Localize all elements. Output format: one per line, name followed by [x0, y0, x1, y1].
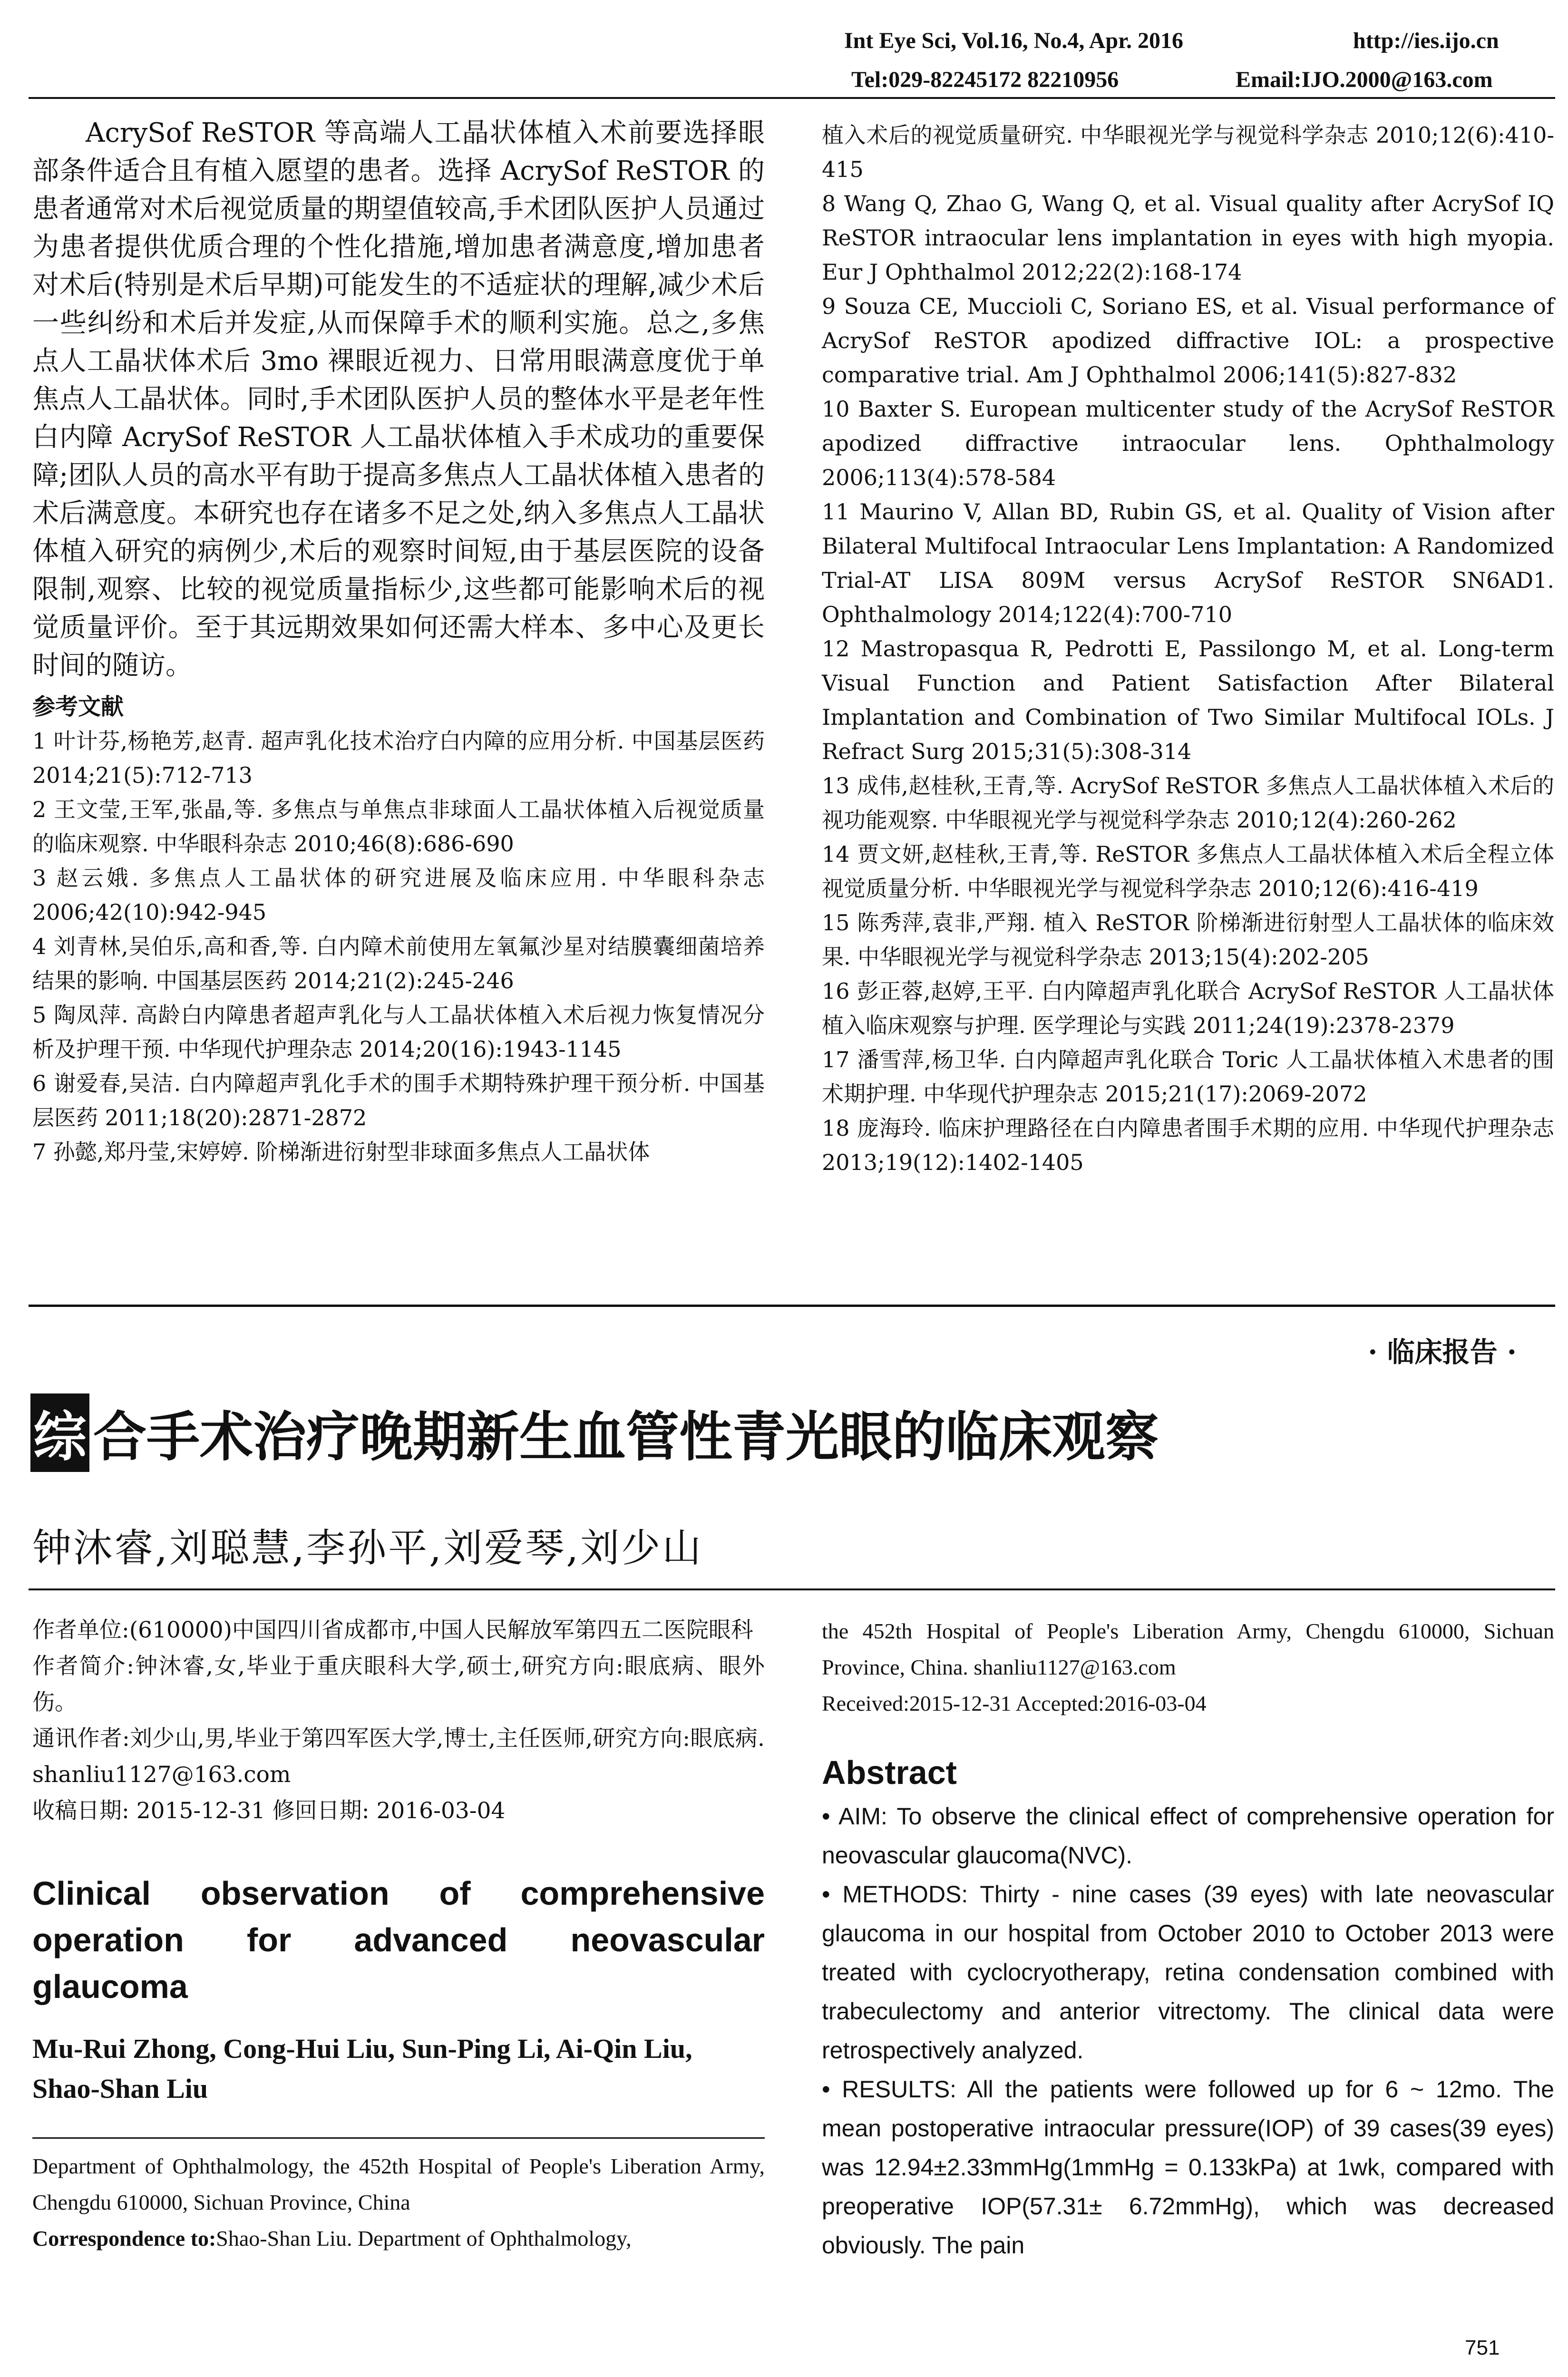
reference-item: 17 潘雪萍,杨卫华. 白内障超声乳化联合 Toric 人工晶状体植入术患者的围术期护理. 中华现代护理杂志 2015;21(17):2069-2072 [822, 1047, 1554, 1107]
affiliation-continued: the 452th Hospital of People's Liberation Army, Chengdu 610000, Sichuan Province, China. shanliu1127@163.com [822, 1619, 1554, 1679]
reference-item: 14 贾文妍,赵桂秋,王青,等. ReSTOR 多焦点人工晶状体植入术后全程立体视觉质量分析. 中华眼视光学与视觉科学杂志 2010;12(6):416-419 [822, 841, 1554, 901]
author-info-line: 作者单位:(610000)中国四川省成都市,中国人民解放军第四五二医院眼科 [32, 1617, 753, 1643]
header-rule [29, 97, 1555, 99]
methods-label: • METHODS: [822, 1881, 968, 1908]
correspondence-text: Shao-Shan Liu. Department of Ophthalmology, [216, 2226, 632, 2250]
aim-text: To observe the clinical effect of comprehensive operation for neovascular glaucoma(NVC). [822, 1803, 1555, 1869]
reference-item: 植入术后的视觉质量研究. 中华眼视光学与视觉科学杂志 2010;12(6):410-415 [822, 122, 1554, 182]
journal-url: http://ies.ijo.cn [1353, 28, 1499, 53]
reference-item: 7 孙懿,郑丹莹,宋婷婷. 阶梯渐进衍射型非球面多焦点人工晶状体 [32, 1139, 650, 1165]
author-info-line: 作者简介:钟沐睿,女,毕业于重庆眼科大学,硕士,研究方向:眼底病、眼外伤。 [32, 1653, 765, 1715]
abstract-body [822, 1797, 1554, 2265]
authors-cn: 钟沐睿,刘聪慧,李孙平,刘爱琴,刘少山 [32, 1526, 703, 1571]
reference-item: 9 Souza CE, Muccioli C, Soriano ES, et al. Visual performance of AcrySof ReSTOR apodized diffractive IOL: a prospective comparative trial. Am J Ophthalmol 2006;141(5):827-832 [822, 293, 1554, 388]
aim-label: • AIM: [822, 1803, 887, 1830]
affiliation-block [32, 2148, 765, 2257]
received-dates: Received:2015-12-31 Accepted:2016-03-04 [822, 1691, 1207, 1715]
journal-tel: Tel:029-82245172 82210956 [851, 67, 1119, 92]
references-heading: 参考文献 [32, 693, 124, 720]
reference-item: 15 陈秀萍,袁非,严翔. 植入 ReSTOR 阶梯渐进衍射型人工晶状体的临床效果. 中华眼视光学与视觉科学杂志 2013;15(4):202-205 [822, 910, 1554, 970]
correspondence [32, 2221, 765, 2257]
english-authors: Mu-Rui Zhong, Cong-Hui Liu, Sun-Ping Li, Ai-Qin Liu, Shao-Shan Liu [32, 2033, 692, 2104]
reference-item: 8 Wang Q, Zhao G, Wang Q, et al. Visual quality after AcrySof IQ ReSTOR intraocular lens implantation in eyes with high myopia. Eur J Ophthalmol 2012;22(2):168-174 [822, 191, 1554, 285]
journal-header: Int Eye Sci, Vol.16, No.4, Apr. 2016 [844, 28, 1184, 53]
discussion-paragraph: AcrySof ReSTOR 等高端人工晶状体植入术前要选择眼部条件适合且有植入愿望的患者。选择 AcrySof ReSTOR 的患者通常对术后视觉质量的期望值较高,手术团队医护人员通过为患者提供优质合理的个性化措施,增加患者满意度,增加患者对术后(特别是术后早期)可能发生的不适症状的理解,减少术后一些纠纷和术后并发症,从而保障手术的顺利实施。总之,多焦点人工晶状体术后 3mo 裸眼近视力、日常用眼满意度优于单焦点人工晶状体。同时,手术团队医护人员的整体水平是老年性白内障 AcrySof ReSTOR 人工晶状体植入手术成功的重要保障;团队人员的高水平有助于提高多焦点人工晶状体植入患者的术后满意度。本研究也存在诸多不足之处,纳入多焦点人工晶状体植入研究的病例少,术后的观察时间短,由于基层医院的设备限制,观察、比较的视觉质量指标少,这些都可能影响术后的视觉质量评价。至于其远期效果如何还需大样本、多中心及更长时间的随访。 [32, 117, 765, 681]
title-initial: 综 [30, 1393, 89, 1472]
title-rule [29, 1588, 1555, 1590]
section-tag: · 临床报告 · [1368, 1336, 1517, 1368]
abstract-aim [822, 1797, 1554, 1875]
english-title: Clinical observation of comprehensive operation for advanced neovascular glaucoma [32, 1875, 765, 2005]
page-number: 751 [1465, 2336, 1500, 2359]
affiliation-rule [32, 2137, 765, 2139]
reference-item: 16 彭正蓉,赵婷,王平. 白内障超声乳化联合 AcrySof ReSTOR 人工晶状体植入临床观察与护理. 医学理论与实践 2011;24(19):2378-2379 [822, 978, 1554, 1038]
reference-item: 3 赵云娥. 多焦点人工晶状体的研究进展及临床应用. 中华眼科杂志 2006;42(10):942-945 [32, 865, 765, 925]
references-right [822, 118, 1554, 1179]
reference-item: 4 刘青林,吴伯乐,高和香,等. 白内障术前使用左氧氟沙星对结膜囊细菌培养结果的影响. 中国基层医药 2014;21(2):245-246 [32, 934, 765, 994]
right-column-bottom [822, 1613, 1554, 2265]
author-info-line: 收稿日期: 2015-12-31 修回日期: 2016-03-04 [32, 1798, 506, 1824]
results-label: • RESULTS: [822, 2076, 957, 2103]
reference-item: 6 谢爱春,吴洁. 白内障超声乳化手术的围手术期特殊护理干预分析. 中国基层医药 2011;18(20):2871-2872 [32, 1071, 765, 1130]
reference-item: 10 Baxter S. European multicenter study of the AcrySof ReSTOR apodized diffractive intraocular lens. Ophthalmology 2006;113(4):578-584 [822, 396, 1554, 490]
reference-item: 5 陶凤萍. 高龄白内障患者超声乳化与人工晶状体植入术后视力恢复情况分析及护理干预. 中华现代护理杂志 2014;20(16):1943-1145 [32, 1002, 765, 1062]
abstract-results [822, 2070, 1554, 2265]
affiliation-en: Department of Ophthalmology, the 452th Hospital of People's Liberation Army, Chengdu 610000, Sichuan Province, China [32, 2154, 765, 2214]
abstract-heading: Abstract [822, 1754, 957, 1791]
author-info [32, 1612, 765, 1829]
methods-text: Thirty - nine cases (39 eyes) with late neovascular glaucoma in our hospital from October 2010 to October 2013 were treated with cyclocryotherapy, retina condensation combined with trabeculectomy and anterior vitrectomy. The clinical data were retrospectively analyzed. [822, 1881, 1554, 2064]
section-divider [29, 1305, 1555, 1307]
results-text: All the patients were followed up for 6 ~ 12mo. The mean postoperative intraocular pressure(IOP) of 39 cases(39 eyes) was 12.94±2.33mmHg(1mmHg = 0.133kPa) at 1wk, compared with preoperative IOP(57.31± 6.72mmHg), which was decreased obviously. The pain [822, 2076, 1554, 2259]
reference-item: 1 叶计芬,杨艳芳,赵青. 超声乳化技术治疗白内障的应用分析. 中国基层医药 2014;21(5):712-713 [32, 728, 765, 788]
title-text: 合手术治疗晚期新生血管性青光眼的临床观察 [93, 1406, 1159, 1468]
journal-email: Email:IJO.2000@163.com [1236, 67, 1493, 92]
left-column-bottom [32, 1612, 765, 2257]
reference-item: 13 成伟,赵桂秋,王青,等. AcrySof ReSTOR 多焦点人工晶状体植入术后的视功能观察. 中华眼视光学与视觉科学杂志 2010;12(4):260-262 [822, 773, 1554, 833]
reference-item: 18 庞海玲. 临床护理路径在白内障患者围手术期的应用. 中华现代护理杂志 2013;19(12):1402-1405 [822, 1115, 1554, 1175]
reference-item: 2 王文莹,王军,张晶,等. 多焦点与单焦点非球面人工晶状体植入后视觉质量的临床观察. 中华眼科杂志 2010;46(8):686-690 [32, 797, 765, 857]
article-title [30, 1393, 1159, 1472]
reference-item: 11 Maurino V, Allan BD, Rubin GS, et al. Quality of Vision after Bilateral Multifocal Intraocular Lens Implantation: A Randomized Trial-AT LISA 809M versus AcrySof ReSTOR SN6AD1. Ophthalmology 2014;122(4):700-710 [822, 499, 1554, 627]
left-column-top [32, 114, 765, 1169]
reference-item: 12 Mastropasqua R, Pedrotti E, Passilongo M, et al. Long-term Visual Function and Patient Satisfaction After Bilateral Implantation and Combination of Two Similar Multifocal IOLs. J Refract Surg 2015;31(5):308-314 [822, 636, 1554, 764]
author-info-line: 通讯作者:刘少山,男,毕业于第四军医大学,博士,主任医师,研究方向:眼底病. shanliu1127@163.com [32, 1725, 765, 1788]
references-left [32, 724, 765, 1169]
abstract-methods [822, 1875, 1554, 2070]
correspondence-label: Correspondence to: [32, 2226, 216, 2250]
